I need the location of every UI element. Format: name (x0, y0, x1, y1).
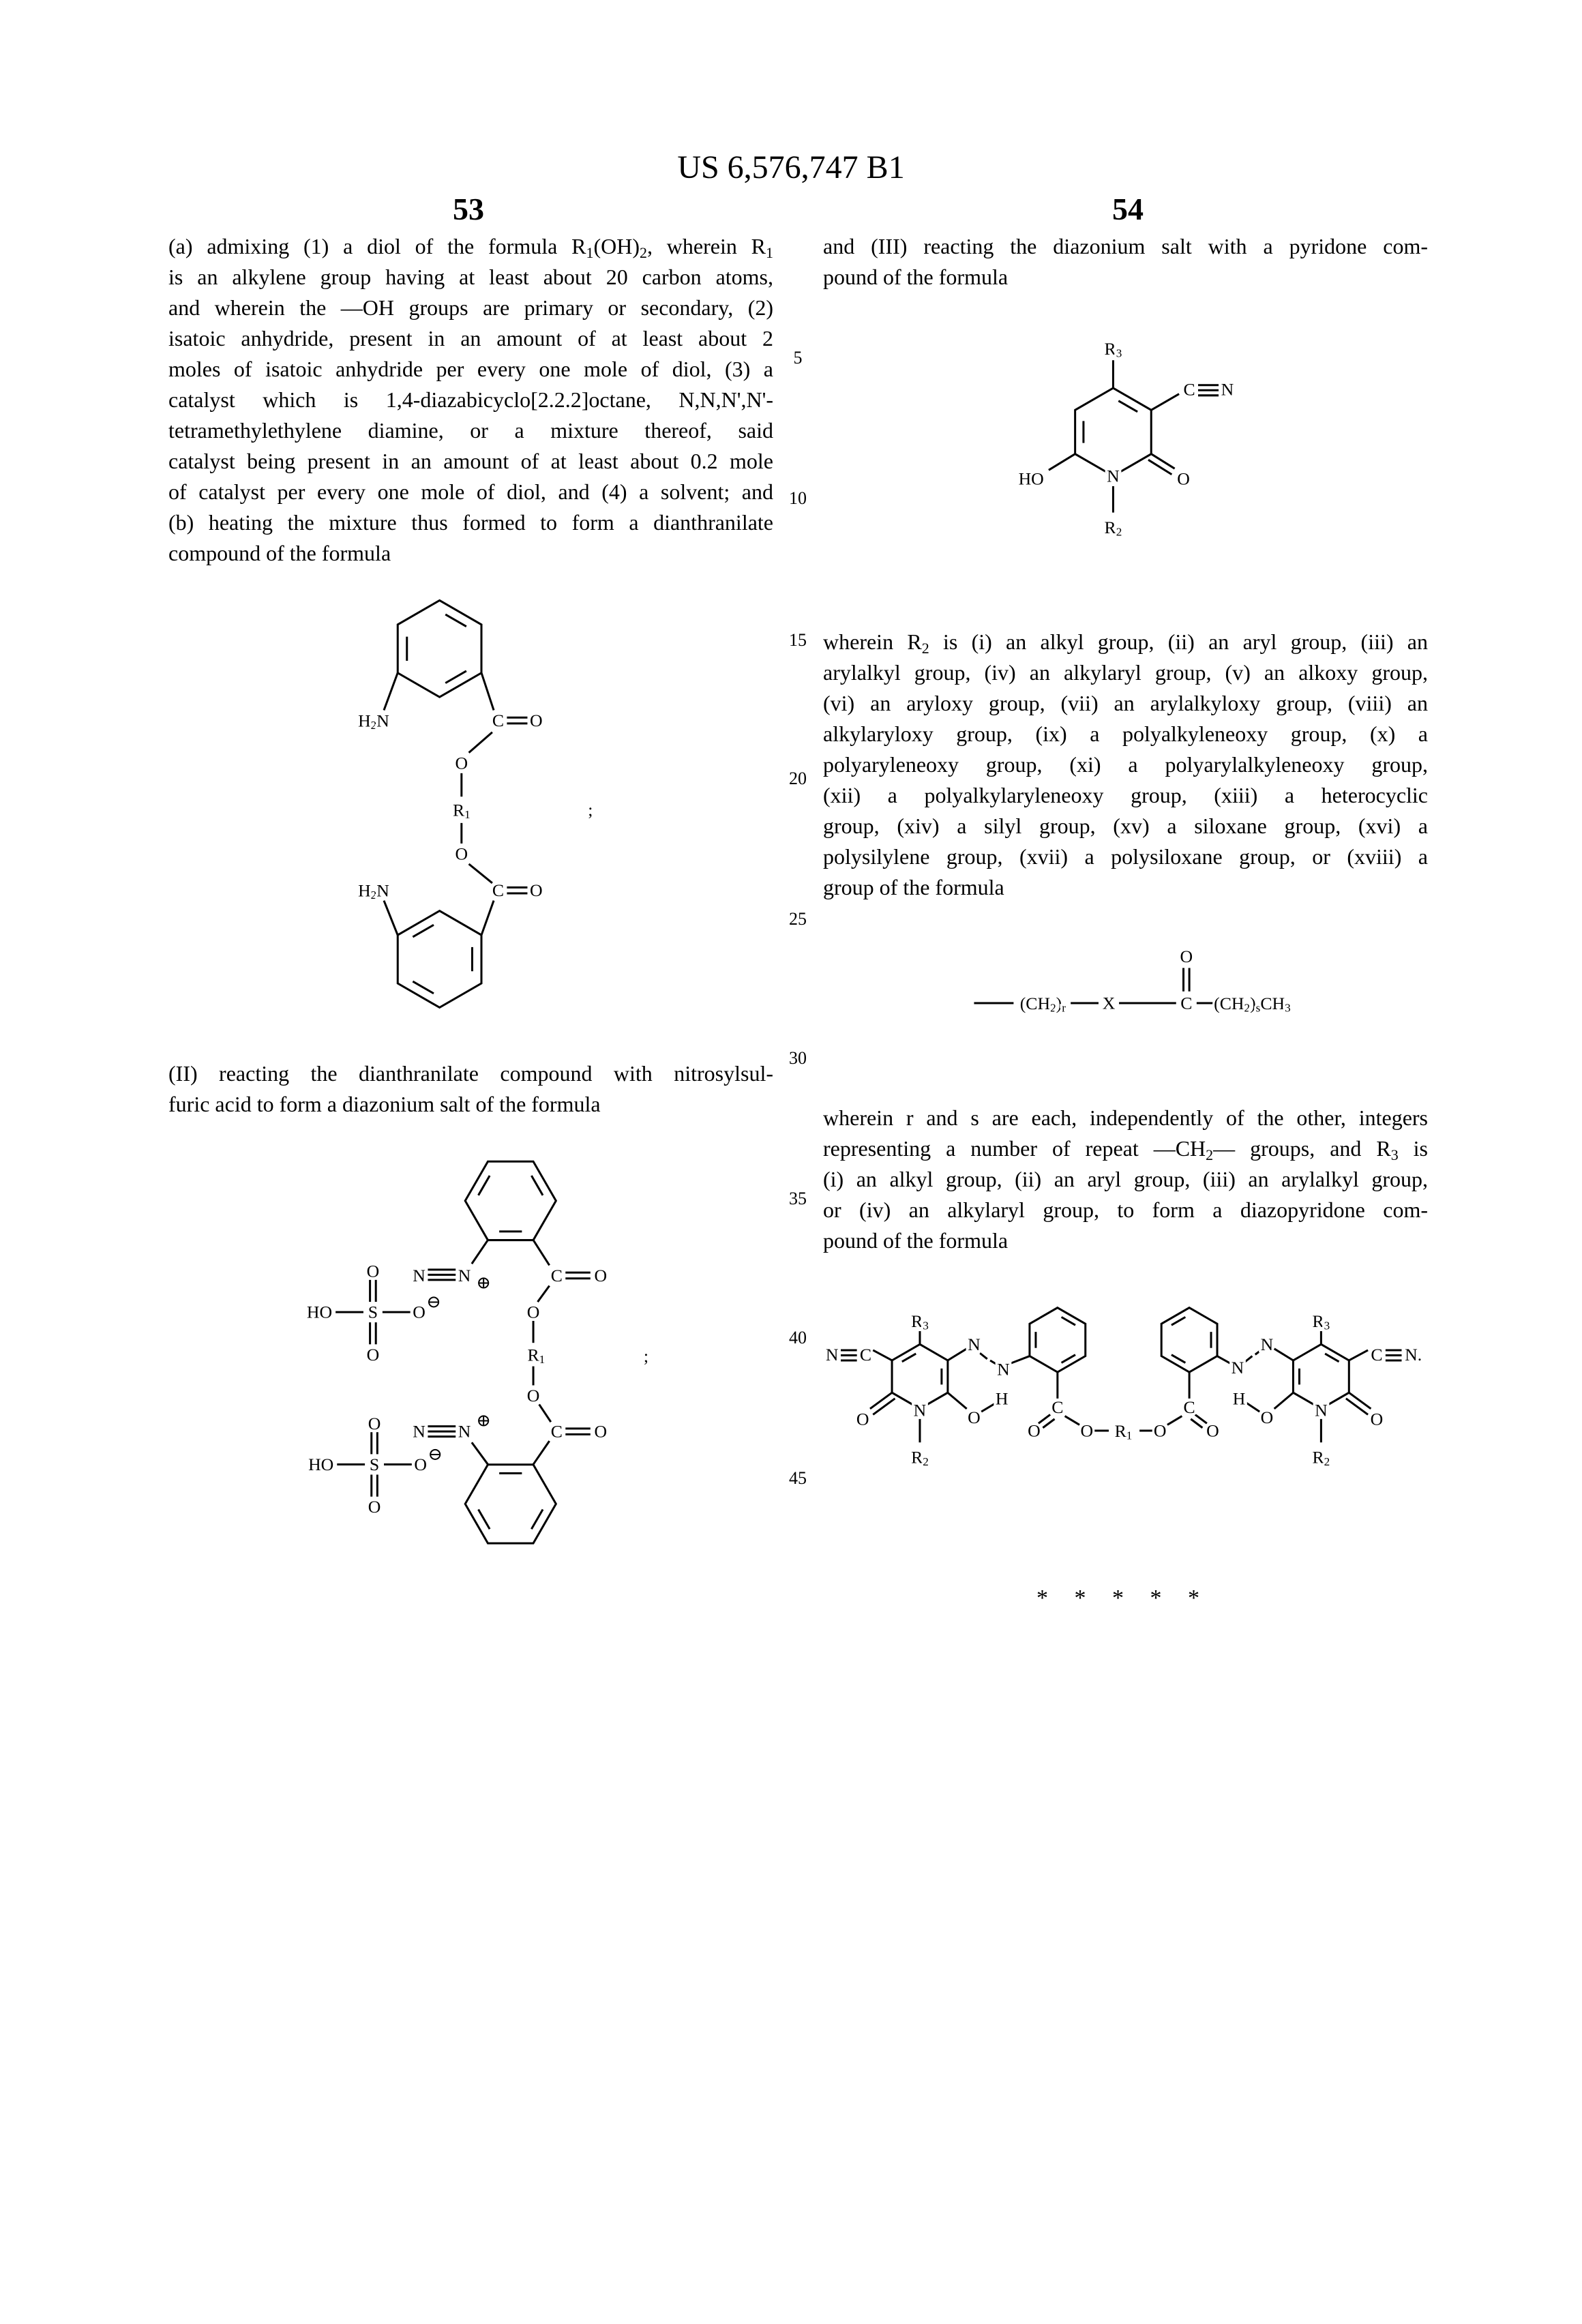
text-line: group of the formula (823, 872, 1428, 903)
text-line: (xii) a polyalkylaryleneoxy group, (xiii) a heterocyclic (823, 780, 1428, 811)
oxygen-label: O (1206, 1421, 1219, 1441)
chemical-structures (0, 0, 1582, 2324)
line-number: 30 (777, 1048, 818, 1069)
double-bond-line (413, 981, 434, 994)
carbon-label: C (1184, 1397, 1195, 1417)
oxygen-label: O (527, 1302, 540, 1322)
r1-label: R1 (527, 1345, 545, 1365)
nitrogen-label: N (997, 1359, 1010, 1379)
text-line: furic acid to form a diazonium salt of the formula (168, 1090, 773, 1120)
oxygen-label: O (1028, 1421, 1041, 1441)
double-bond-line (413, 925, 434, 937)
r3-label: R3 (1312, 1311, 1330, 1331)
text-line: (II) reacting the dianthranilate compound with nitrosylsul- (168, 1059, 773, 1090)
r2-label: R2 (1312, 1447, 1330, 1468)
carbon-label: C (1180, 994, 1192, 1013)
carbon-label: C (492, 711, 504, 730)
line-number: 5 (777, 348, 818, 368)
structure-diazopyridone (826, 1308, 1422, 1468)
text-line: compound of the formula (168, 538, 773, 569)
nitrogen-label: N (1315, 1400, 1328, 1420)
oxygen-label: O (1177, 469, 1190, 489)
text-line: and (III) reacting the diazonium salt with a pyridone com- (823, 231, 1428, 262)
hydroxyl-label: HO (308, 1455, 333, 1474)
oxygen-label: O (530, 711, 543, 730)
double-bond-line (445, 671, 466, 683)
end-of-document-asterisks: * * * * * (1036, 1585, 1199, 1611)
oxygen-label: O (968, 1407, 981, 1427)
oxygen-label: O (595, 1266, 608, 1285)
nitrogen-label: N (1261, 1335, 1274, 1354)
column-number-left: 53 (400, 191, 537, 227)
nitrogen-label: N (413, 1266, 426, 1285)
positive-charge-icon: ⊕ (476, 1273, 491, 1293)
double-bond-line (1171, 1317, 1185, 1325)
text-line: wherein r and s are each, independently of the other, integers (823, 1103, 1428, 1133)
hydroxyl-label: HO (1019, 469, 1044, 489)
nitrogen-label: N (1221, 380, 1234, 400)
structure-ester-group (974, 947, 1290, 1014)
oxygen-label: O (527, 1386, 540, 1405)
oxygen-label: O (414, 1455, 427, 1474)
text-line: or (iv) an alkylaryl group, to form a diazopyridone com- (823, 1195, 1428, 1225)
text-line: wherein R2 is (i) an alkyl group, (ii) an aryl group, (iii) an (823, 627, 1428, 657)
nitrogen-label: N (458, 1266, 471, 1285)
r3-label: R3 (911, 1311, 929, 1331)
text-line: representing a number of repeat —CH2— groups, and R3 is (823, 1133, 1428, 1164)
oxygen-label: O (367, 1261, 380, 1281)
pyridone-ring (1075, 388, 1152, 476)
text-line: is an alkylene group having at least about 20 carbon atoms, (168, 262, 773, 293)
oxygen-label: O (368, 1414, 381, 1433)
text-line: moles of isatoic anhydride per every one mole of diol, (3) a (168, 354, 773, 385)
line-number: 35 (777, 1189, 818, 1209)
positive-charge-icon: ⊕ (476, 1411, 491, 1431)
double-bond-line (1325, 1354, 1339, 1362)
hydroxyl-label: HO (307, 1302, 332, 1322)
line-number: 15 (777, 630, 818, 651)
nitrogen-label: N (1107, 466, 1120, 486)
text-line: (b) heating the mixture thus formed to form a dianthranilate (168, 507, 773, 538)
patent-number: US 6,576,747 B1 (0, 149, 1582, 186)
nitrogen-label: N (413, 1422, 426, 1442)
semicolon: ; (644, 1346, 648, 1366)
line-number: 25 (777, 909, 818, 929)
text-line: pound of the formula (823, 1225, 1428, 1256)
text-line: tetramethylethylene diamine, or a mixture thereof, said (168, 415, 773, 446)
text-line: polysilylene group, (xvii) a polysiloxane group, or (xviii) a (823, 841, 1428, 872)
oxygen-label: O (456, 844, 468, 863)
oxygen-label: O (530, 880, 543, 900)
ch2-s-ch3-label: (CH2)sCH3 (1214, 994, 1291, 1014)
text-line: and wherein the —OH groups are primary or secondary, (2) (168, 293, 773, 323)
benzene-ring (465, 1465, 556, 1543)
nitrogen-label: N (914, 1400, 927, 1420)
nitrogen-label: N (1232, 1358, 1244, 1377)
oxygen-label: O (1154, 1421, 1167, 1441)
sulfur-label: S (370, 1455, 379, 1474)
text-line: arylalkyl group, (iv) an alkylaryl group, (v) an alkoxy group, (823, 657, 1428, 688)
benzene-ring (398, 911, 481, 1008)
text-line: catalyst being present in an amount of at least about 0.2 mole (168, 446, 773, 477)
r2-label: R2 (911, 1447, 929, 1468)
oxygen-label: O (368, 1497, 381, 1517)
text-line: (a) admixing (1) a diol of the formula R1(OH)2, wherein R1 (168, 231, 773, 262)
oxygen-label: O (456, 753, 468, 773)
x-label: X (1103, 994, 1116, 1013)
carbon-label: C (1371, 1345, 1382, 1365)
benzene-ring (398, 600, 481, 697)
text-line: pound of the formula (823, 262, 1428, 293)
oxygen-label: O (1080, 1421, 1093, 1441)
oxygen-label: O (856, 1409, 869, 1429)
hydrogen-label: H (1233, 1388, 1246, 1408)
negative-charge-icon: ⊖ (428, 1444, 443, 1464)
structure-pyridone (1019, 339, 1234, 538)
semicolon: ; (588, 800, 593, 820)
line-number: 45 (777, 1468, 818, 1489)
text-line: alkylaryloxy group, (ix) a polyalkyleneoxy group, (x) a (823, 719, 1428, 749)
double-bond-line (479, 1176, 490, 1195)
double-bond-line (531, 1510, 543, 1530)
pyridone-ring (1293, 1344, 1349, 1408)
double-bond-line (1062, 1317, 1075, 1325)
nitrogen-label: N (458, 1422, 471, 1442)
carbon-label: C (492, 880, 504, 900)
oxygen-label: O (1180, 947, 1193, 966)
r1-label: R1 (1115, 1421, 1133, 1442)
double-bond-line (445, 614, 466, 627)
r2-label: R2 (1105, 518, 1122, 538)
oxygen-label: O (1261, 1407, 1274, 1427)
text-line: catalyst which is 1,4-diazabicyclo[2.2.2]octane, N,N,N',N'- (168, 385, 773, 415)
line-number: 20 (777, 769, 818, 789)
text-line: isatoic anhydride, present in an amount of at least about 2 (168, 323, 773, 354)
text-line: polyaryleneoxy group, (xi) a polyarylalkyleneoxy group, (823, 749, 1428, 780)
structure-diazonium-salt (307, 1161, 648, 1543)
oxygen-label: O (595, 1422, 608, 1442)
text-line: (vi) an aryloxy group, (vii) an arylalkyloxy group, (viii) an (823, 688, 1428, 719)
oxygen-label: O (1371, 1409, 1384, 1429)
carbon-label: C (1051, 1397, 1063, 1417)
amine-label: H2N (358, 880, 389, 901)
r1-label: R1 (453, 800, 471, 820)
ch2-r-label: (CH2)r (1020, 994, 1066, 1014)
text-line: (i) an alkyl group, (ii) an aryl group, (iii) an arylalkyl group, (823, 1164, 1428, 1195)
double-bond-line (902, 1354, 916, 1362)
double-bond-line (531, 1176, 543, 1195)
benzene-ring (1161, 1308, 1217, 1372)
carbon-label: C (551, 1422, 563, 1442)
line-number: 10 (777, 488, 818, 509)
pyridone-ring (892, 1344, 948, 1408)
line-number: 40 (777, 1328, 818, 1348)
benzene-ring (1030, 1308, 1086, 1372)
text-line: group, (xiv) a silyl group, (xv) a siloxane group, (xvi) a (823, 811, 1428, 841)
carbon-label: C (860, 1345, 871, 1365)
negative-charge-icon: ⊖ (426, 1292, 441, 1312)
oxygen-label: O (367, 1345, 380, 1365)
carbon-label: C (1184, 380, 1195, 400)
double-bond-line (479, 1510, 490, 1530)
text-line: of catalyst per every one mole of diol, and (4) a solvent; and (168, 477, 773, 507)
nitrogen-label: N (826, 1345, 839, 1365)
oxygen-label: O (413, 1302, 426, 1322)
sulfur-label: S (368, 1302, 378, 1322)
carbon-label: C (551, 1266, 563, 1285)
r3-label: R3 (1105, 339, 1122, 359)
structure-dianthranilate (358, 600, 593, 1007)
nitrogen-label: N (968, 1335, 981, 1354)
double-bond-line (1118, 401, 1137, 412)
hydrogen-label: H (996, 1388, 1009, 1408)
benzene-ring (465, 1161, 556, 1240)
double-bond-line (1171, 1355, 1185, 1363)
amine-label: H2N (358, 711, 389, 731)
column-number-right: 54 (1060, 191, 1196, 227)
double-bond-line (1062, 1355, 1075, 1363)
nitrogen-label: N. (1405, 1345, 1422, 1365)
